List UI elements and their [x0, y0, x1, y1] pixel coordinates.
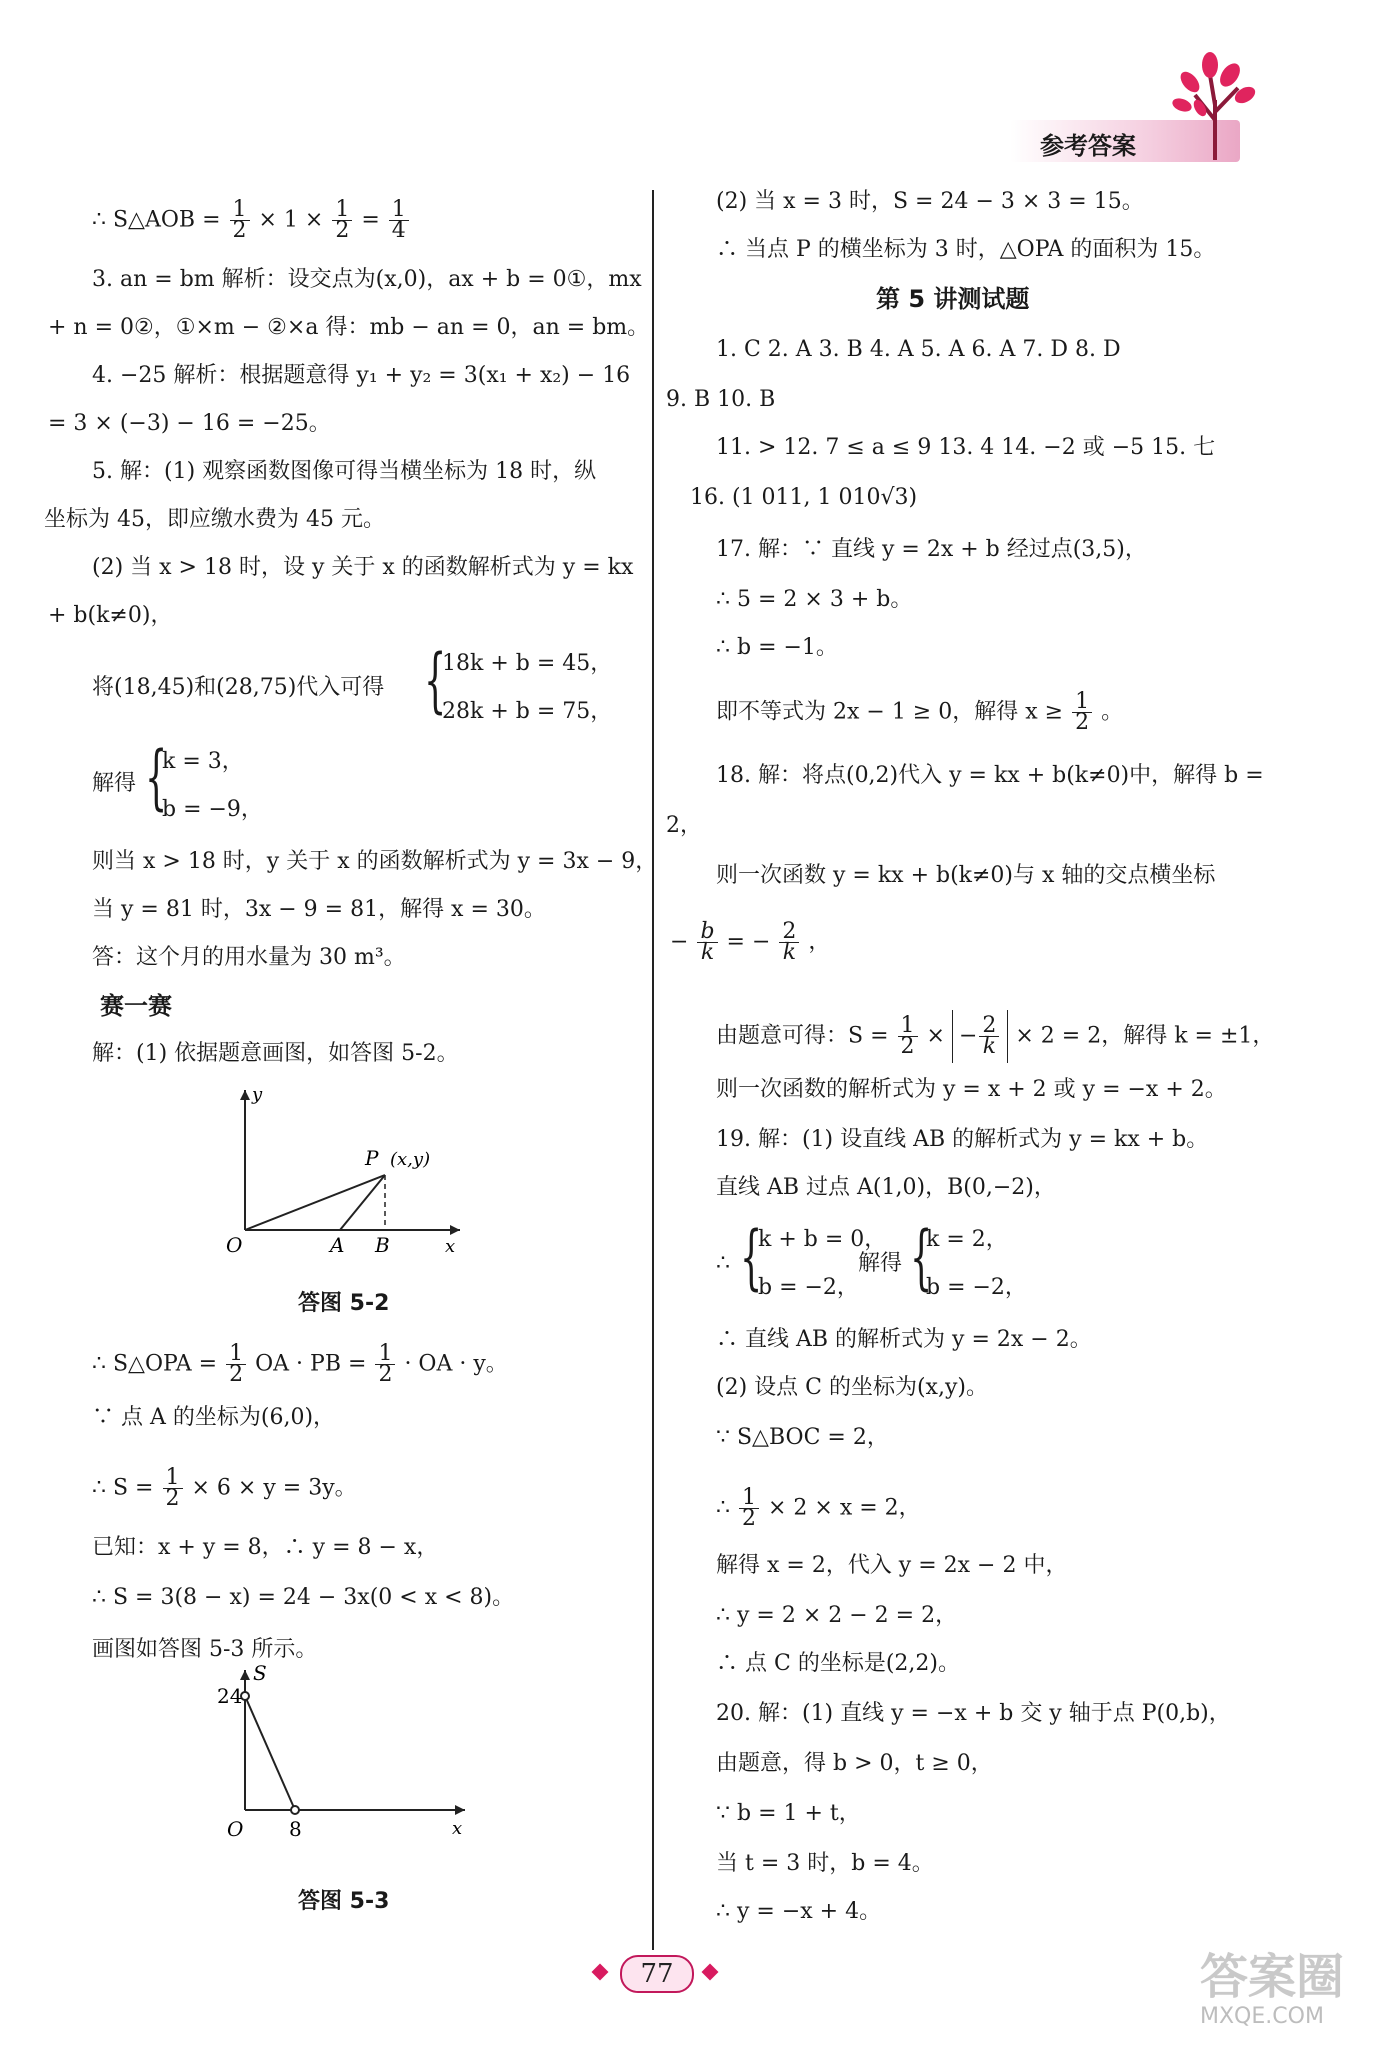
fig2-x-label: x: [452, 1818, 463, 1839]
diamond-icon: [702, 1964, 719, 1981]
right-line-16: 则一次函数的解析式为 y = x + 2 或 y = −x + 2。: [716, 1077, 1227, 1102]
left-line-11: 解得: [92, 771, 137, 796]
left-line-9: + b(k≠0)，: [48, 603, 173, 628]
right-line-23-a: ∴: [716, 1495, 730, 1521]
system-2-eq-2: b = −9，: [162, 797, 263, 822]
left-line-19: 已知：x + y = 8，∴ y = 8 − x，: [92, 1535, 439, 1560]
system-4-eq-2: b = −2，: [926, 1275, 1027, 1300]
fig1-o-label: O: [226, 1233, 243, 1257]
right-line-19: ∴: [716, 1251, 730, 1276]
brace: {: [910, 1216, 933, 1298]
left-line-2: 3. an = bm 解析：设交点为(x,0)，ax + b = 0①，mx: [92, 267, 642, 292]
left-line-21: 画图如答图 5-3 所示。: [92, 1637, 318, 1662]
left-line-18-b: × 6 × y = 3y。: [191, 1475, 357, 1501]
right-line-5: 11. > 12. 7 ≤ a ≤ 9 13. 4 14. −2 或 −5 15. 七: [716, 435, 1216, 460]
left-line-16-b: OA · PB =: [255, 1351, 367, 1377]
left-line-20: ∴ S = 3(8 − x) = 24 − 3x(0 < x < 8)。: [92, 1585, 515, 1610]
system-2-eq-1: k = 3，: [162, 749, 244, 774]
right-line-26: ∴ 点 C 的坐标是(2,2)。: [716, 1651, 960, 1676]
fig1-x-label: x: [445, 1236, 456, 1257]
brace: {: [145, 736, 168, 818]
fig2-24-label: 24: [217, 1684, 243, 1708]
diamond-icon: [592, 1964, 609, 1981]
fraction: $\frac{1}{2}$: [332, 200, 352, 241]
right-line-15: [716, 1010, 1274, 1063]
right-line-15-a: 由题意可得：S =: [716, 1023, 889, 1049]
right-line-20: ∴ 直线 AB 的解析式为 y = 2x − 2。: [716, 1327, 1092, 1352]
right-line-6: 16. (1 011, 1 010√3): [690, 485, 918, 510]
right-line-13: 则一次函数 y = kx + b(k≠0)与 x 轴的交点横坐标: [716, 863, 1216, 888]
left-line-16-c: · OA · y。: [404, 1351, 508, 1377]
system-1-eq-1: 18k + b = 45，: [442, 651, 613, 676]
right-line-14-a: −: [670, 929, 689, 955]
right-line-27: 20. 解：(1) 直线 y = −x + b 交 y 轴于点 P(0,b)，: [716, 1701, 1231, 1726]
left-line-13: 当 y = 81 时，3x − 9 = 81，解得 x = 30。: [92, 897, 546, 922]
right-line-29: ∵ b = 1 + t，: [716, 1801, 861, 1826]
left-line-18: [92, 1465, 357, 1511]
watermark-logo: 答案圈: [1200, 1949, 1345, 2005]
right-line-8: ∴ 5 = 2 × 3 + b。: [716, 587, 913, 612]
right-line-9: ∴ b = −1。: [716, 635, 838, 660]
right-line-15-b: ×: [926, 1023, 945, 1049]
figure-caption: 答图 5-2: [298, 1291, 390, 1316]
left-line-12: 则当 x > 18 时，y 关于 x 的函数解析式为 y = 3x − 9，: [92, 849, 658, 874]
figure-5-3: [215, 1660, 475, 1860]
fraction: $\frac{1}{2}$: [226, 1344, 246, 1385]
right-line-3: 1. C 2. A 3. B 4. A 5. A 6. A 7. D 8. D: [716, 337, 1121, 362]
right-line-14: [670, 919, 831, 965]
right-line-25: ∴ y = 2 × 2 − 2 = 2，: [716, 1603, 958, 1628]
right-line-21: (2) 设点 C 的坐标为(x,y)。: [716, 1375, 988, 1400]
right-line-14-c: ，: [808, 929, 831, 955]
left-line-3: + n = 0②，①×m − ②×a 得：mb − an = 0，an = bm。: [48, 315, 650, 340]
right-line-15-c: × 2 = 2，解得 k = ±1，: [1015, 1023, 1275, 1049]
right-line-30: 当 t = 3 时，b = 4。: [716, 1851, 934, 1876]
fraction: $\frac{1}{2}$: [230, 200, 250, 241]
right-line-28: 由题意，得 b > 0，t ≥ 0，: [716, 1751, 993, 1776]
fig2-o-label: O: [227, 1817, 244, 1841]
left-line-1-a: ∴ S△AOB =: [92, 207, 221, 233]
brace: {: [424, 639, 447, 721]
absolute-value: − $\frac{2}{k}$: [952, 1010, 1008, 1063]
system-3-eq-2: b = −2，: [758, 1275, 859, 1300]
fraction: $\frac{1}{2}$: [375, 1344, 395, 1385]
left-line-10: 将(18,45)和(28,75)代入可得: [92, 675, 385, 700]
right-line-10: [716, 689, 1124, 735]
brace: {: [740, 1216, 763, 1298]
right-line-11: 18. 解：将点(0,2)代入 y = kx + b(k≠0)中，解得 b =: [716, 763, 1264, 788]
figure-5-2: [220, 1080, 470, 1260]
right-line-7: 17. 解：∵ 直线 y = 2x + b 经过点(3,5)，: [716, 537, 1147, 562]
system-3-eq-1: k + b = 0，: [758, 1227, 887, 1252]
left-line-4: 4. −25 解析：根据题意得 y₁ + y₂ = 3(x₁ + x₂) − 16: [92, 363, 631, 388]
left-line-14: 答：这个月的用水量为 30 m³。: [92, 945, 406, 970]
fig1-a-label: A: [330, 1233, 345, 1257]
left-line-1-c: =: [361, 207, 380, 233]
left-line-16-a: ∴ S△OPA =: [92, 1351, 218, 1377]
right-line-19-b: 解得: [858, 1251, 903, 1276]
left-line-8: (2) 当 x > 18 时，设 y 关于 x 的函数解析式为 y = kx: [92, 555, 634, 580]
fig1-p-coord: (x,y): [390, 1149, 431, 1170]
right-line-2: ∴ 当点 P 的横坐标为 3 时，△OPA 的面积为 15。: [716, 237, 1216, 262]
right-line-23-b: × 2 × x = 2，: [768, 1495, 921, 1521]
fraction: $\frac{1}{2}$: [1072, 692, 1092, 733]
section-heading: 第 5 讲测试题: [876, 285, 1030, 313]
right-line-10-b: 。: [1101, 699, 1124, 725]
watermark-url: MXQE.COM: [1200, 2004, 1324, 2029]
watermark: [1200, 1950, 1344, 2029]
right-line-17: 19. 解：(1) 设直线 AB 的解析式为 y = kx + b。: [716, 1127, 1209, 1152]
left-line-17: ∵ 点 A 的坐标为(6,0)，: [92, 1405, 336, 1430]
left-line-16: [92, 1341, 508, 1387]
left-line-5: = 3 × (−3) − 16 = −25。: [48, 411, 331, 436]
system-1-eq-2: 28k + b = 75，: [442, 699, 613, 724]
tree-logo-icon: [1170, 50, 1260, 160]
fig2-s-label: S: [253, 1661, 267, 1685]
left-line-18-a: ∴ S =: [92, 1475, 154, 1501]
right-line-31: ∴ y = −x + 4。: [716, 1899, 882, 1924]
fig1-y-label: y: [252, 1084, 263, 1105]
fraction: $\frac{1}{4}$: [389, 200, 409, 241]
left-line-6: 5. 解：(1) 观察函数图像可得当横坐标为 18 时，纵: [92, 459, 597, 484]
left-line-15: 解：(1) 依据题意画图，如答图 5-2。: [92, 1041, 459, 1066]
right-line-1: (2) 当 x = 3 时，S = 24 − 3 × 3 = 15。: [716, 189, 1144, 214]
header-title: 参考答案: [1040, 132, 1136, 160]
fig2-8-label: 8: [289, 1817, 302, 1841]
column-divider: [652, 190, 654, 1950]
right-line-4: 9. B 10. B: [666, 387, 776, 412]
right-line-22: ∵ S△BOC = 2，: [716, 1425, 889, 1450]
right-line-18: 直线 AB 过点 A(1,0)，B(0,−2)，: [716, 1175, 1056, 1200]
fraction: $\frac{2}{k}$: [779, 922, 799, 963]
fraction: $\frac{1}{2}$: [898, 1016, 918, 1057]
right-line-10-a: 即不等式为 2x − 1 ≥ 0，解得 x ≥: [716, 699, 1064, 725]
fig1-b-label: B: [375, 1233, 390, 1257]
fraction: $\frac{1}{2}$: [739, 1488, 759, 1529]
fraction: $\frac{b}{k}$: [697, 922, 717, 963]
page-number: 77: [620, 1955, 694, 1993]
right-line-23: [716, 1485, 921, 1531]
section-heading: 赛一赛: [100, 992, 172, 1020]
fraction: $\frac{1}{2}$: [163, 1468, 183, 1509]
right-line-24: 解得 x = 2，代入 y = 2x − 2 中，: [716, 1553, 1068, 1578]
left-line-1: [92, 197, 411, 243]
right-line-14-b: = −: [726, 929, 771, 955]
system-4-eq-1: k = 2，: [926, 1227, 1008, 1252]
left-line-1-b: × 1 ×: [258, 207, 324, 233]
figure-caption: 答图 5-3: [298, 1889, 390, 1914]
left-line-7: 坐标为 45，即应缴水费为 45 元。: [44, 507, 385, 532]
right-line-12: 2，: [666, 813, 702, 838]
fig1-p-label: P: [365, 1146, 379, 1170]
